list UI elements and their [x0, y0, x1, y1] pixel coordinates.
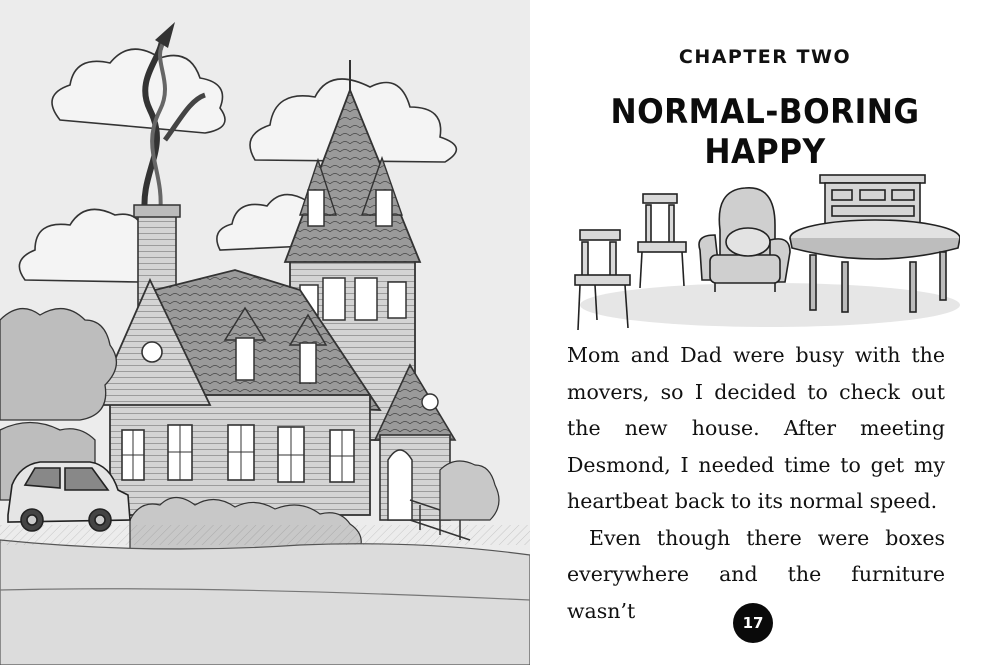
paragraph-1: Mom and Dad were busy with the movers, so I decided to check out the new house. After meeting Desmond, I needed time to get my heartbeat back to its normal speed.	[567, 343, 945, 513]
paragraph-2: Even though there were boxes everywhere and the furniture wasn’t	[567, 525, 945, 623]
right-page	[530, 0, 1000, 665]
body-text	[567, 337, 945, 629]
chapter-title: NORMAL-BORING HAPPY	[610, 92, 920, 172]
furniture-illustration	[570, 170, 960, 335]
chapter-label: CHAPTER TWO	[678, 46, 852, 68]
page-number-badge: 17	[733, 603, 773, 643]
